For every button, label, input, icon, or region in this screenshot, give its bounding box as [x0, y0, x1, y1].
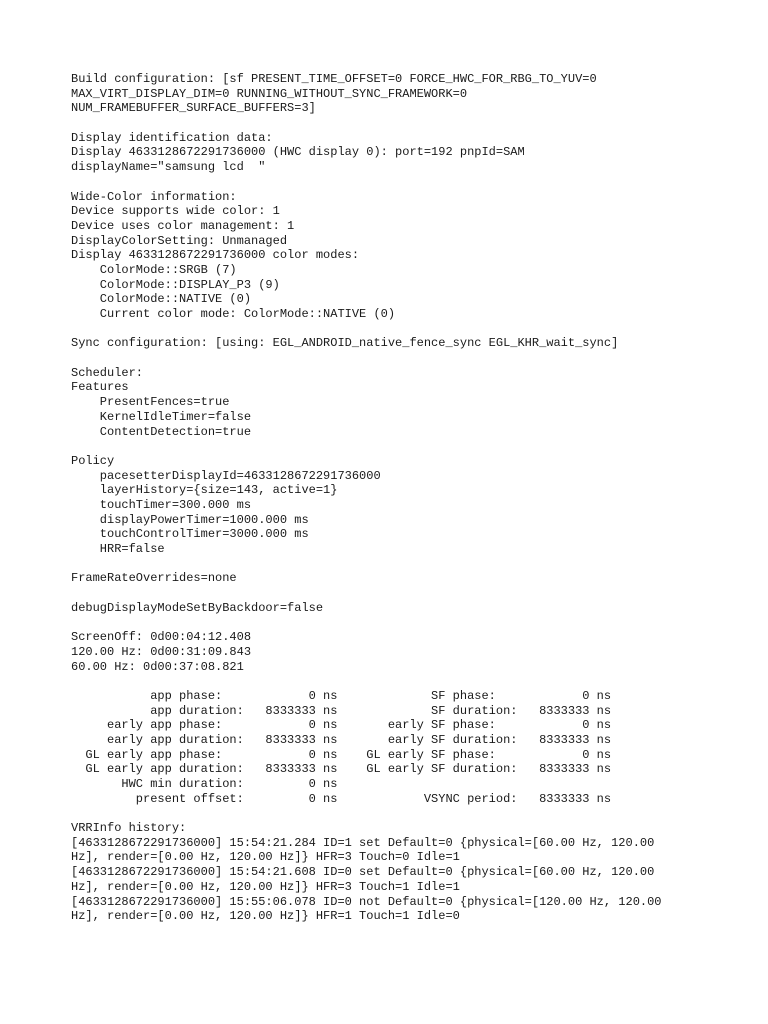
text-line: Wide-Color information: [71, 189, 237, 204]
text-line: [4633128672291736000] 15:55:06.078 ID=0 not Default=0 {physical=[120.00 Hz, 120.00 [71, 894, 662, 909]
text-line: Display identification data: [71, 130, 273, 145]
text-line: Scheduler: [71, 365, 144, 380]
text-line: DisplayColorSetting: Unmanaged [71, 233, 288, 248]
blank-line [71, 322, 662, 337]
text-line: PresentFences=true [71, 395, 230, 410]
text-line: touchTimer=300.000 ms [71, 497, 252, 512]
text-line: app duration: 8333333 ns SF duration: 8333333 ns [71, 703, 612, 718]
text-line: Policy [71, 453, 115, 468]
blank-line [71, 175, 662, 190]
blank-line [71, 557, 662, 572]
text-line: Build configuration: [sf PRESENT_TIME_OFFSET=0 FORCE_HWC_FOR_RBG_TO_YUV=0 [71, 72, 597, 86]
text-line: Display 4633128672291736000 (HWC display 0): port=192 pnpId=SAM [71, 145, 525, 160]
blank-line [71, 586, 662, 601]
text-line: FrameRateOverrides=none [71, 571, 237, 586]
text-line: Device uses color management: 1 [71, 218, 295, 233]
text-line: present offset: 0 ns VSYNC period: 8333333 ns [71, 791, 612, 806]
text-line: ColorMode::NATIVE (0) [71, 292, 252, 307]
text-line: KernelIdleTimer=false [71, 409, 252, 424]
dumpsys-text-block [71, 72, 662, 924]
text-line: ColorMode::SRGB (7) [71, 262, 237, 277]
text-line: HRR=false [71, 542, 165, 556]
text-line: [4633128672291736000] 15:54:21.284 ID=1 set Default=0 {physical=[60.00 Hz, 120.00 [71, 835, 655, 850]
text-line: Device supports wide color: 1 [71, 204, 280, 219]
text-line: early app phase: 0 ns early SF phase: 0 ns [71, 718, 612, 733]
text-line: Hz], render=[0.00 Hz, 120.00 Hz]} HFR=1 Touch=1 Idle=0 [71, 909, 460, 924]
blank-line [71, 806, 662, 821]
text-line: GL early app phase: 0 ns GL early SF phase: 0 ns [71, 747, 612, 762]
text-line: Sync configuration: [using: EGL_ANDROID_native_fence_sync EGL_KHR_wait_sync] [71, 336, 619, 351]
blank-line [71, 615, 662, 630]
text-line: Current color mode: ColorMode::NATIVE (0) [71, 307, 396, 321]
text-line: [4633128672291736000] 15:54:21.608 ID=0 set Default=0 {physical=[60.00 Hz, 120.00 [71, 865, 655, 880]
text-line: MAX_VIRT_DISPLAY_DIM=0 RUNNING_WITHOUT_SYNC_FRAMEWORK=0 [71, 86, 468, 101]
text-line: ContentDetection=true [71, 424, 252, 439]
text-line: pacesetterDisplayId=4633128672291736000 [71, 468, 381, 483]
text-line: app phase: 0 ns SF phase: 0 ns [71, 688, 612, 703]
text-line: ColorMode::DISPLAY_P3 (9) [71, 277, 280, 292]
text-line: displayName="samsung lcd " [71, 160, 266, 175]
text-line: VRRInfo history: [71, 821, 187, 836]
text-line: GL early app duration: 8333333 ns GL early SF duration: 8333333 ns [71, 762, 612, 777]
text-line: HWC min duration: 0 ns [71, 777, 338, 791]
text-line: 120.00 Hz: 0d00:31:09.843 [71, 644, 252, 659]
blank-line [71, 674, 662, 689]
text-line: early app duration: 8333333 ns early SF duration: 8333333 ns [71, 732, 612, 747]
blank-line [71, 439, 662, 454]
text-line: Display 4633128672291736000 color modes: [71, 248, 360, 263]
blank-line [71, 351, 662, 366]
text-line: layerHistory={size=143, active=1} [71, 483, 338, 498]
text-line: 60.00 Hz: 0d00:37:08.821 [71, 659, 244, 674]
text-line: Hz], render=[0.00 Hz, 120.00 Hz]} HFR=3 Touch=0 Idle=1 [71, 850, 460, 865]
text-line: ScreenOff: 0d00:04:12.408 [71, 630, 252, 645]
text-line: Hz], render=[0.00 Hz, 120.00 Hz]} HFR=3 Touch=1 Idle=1 [71, 879, 460, 894]
blank-line [71, 116, 662, 131]
text-line: displayPowerTimer=1000.000 ms [71, 512, 309, 527]
text-line: touchControlTimer=3000.000 ms [71, 527, 309, 542]
text-line: NUM_FRAMEBUFFER_SURFACE_BUFFERS=3] [71, 101, 316, 116]
text-line: Features [71, 380, 129, 395]
text-line: debugDisplayModeSetByBackdoor=false [71, 600, 324, 615]
